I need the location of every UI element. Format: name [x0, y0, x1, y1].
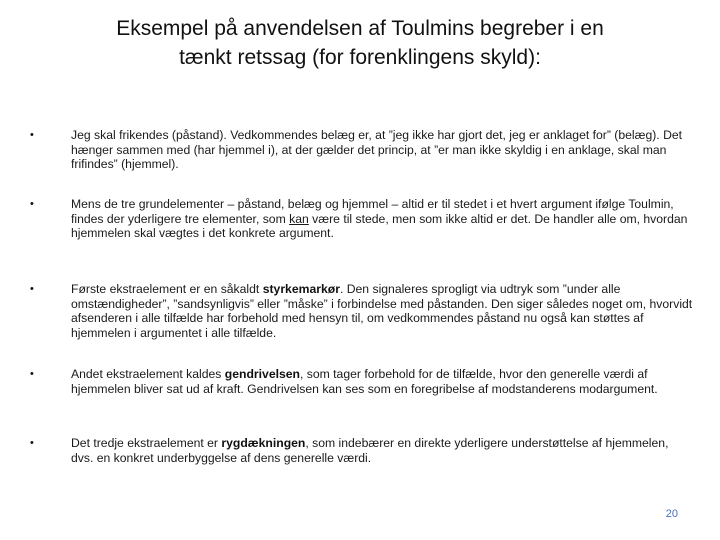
bullet-3-part-1: Første ekstraelement er en såkaldt — [71, 282, 263, 296]
bullet-5-part-2: , som indebærer en direkte yderligere understøttelse af hjemmelen, dvs. en konkret underbyggelse af dens generelle værdi. — [71, 436, 669, 465]
slide-title-line-2: tænkt retssag (for forenklingens skyld): — [179, 46, 541, 69]
bullet-2-part-1: Mens de tre grundelementer – påstand, belæg og hjemmel – altid er til stedet i et hvert argument ifølge Toulmin, findes der yderligere tre elementer, som — [71, 197, 674, 226]
bullet-marker: • — [30, 198, 34, 210]
bullet-3-part-2: . Den signaleres sprogligt via udtryk som ”under alle omstændigheder”, ”sandsynligvis” eller ”måske” i forbindelse med påstanden. Den siger således noget om, hvorvidt afsenderen i alle tilfælde har forbehold med hensyn til, om vedkommendes påstand nu også kan støttes af hjemmelen i argumentet i alle tilfælde. — [71, 282, 693, 340]
bullet-text-5 — [71, 436, 694, 465]
bullet-2-part-2: være til stede, men som ikke altid er det. De handler alle om, hvordan hjemmelen skal vægtes i det konkrete argument. — [71, 211, 688, 240]
bullet-1-text: Jeg skal frikendes (påstand). Vedkommendes belæg er, at ”jeg ikke har gjort det, jeg er anklaget for” (belæg). Det hænger sammen med (har hjemmel i), at der gælder det princip, at ”er man ikke skyldig i en anklage, skal man frifindes” (hjemmel). — [71, 128, 683, 171]
bullet-4-bold: gendrivelsen — [224, 367, 300, 381]
bullet-marker: • — [30, 437, 34, 449]
slide-title-line-1: Eksempel på anvendelsen af Toulmins begreber i en — [116, 17, 604, 40]
bullet-text-2 — [71, 197, 694, 241]
slide-title — [40, 14, 680, 72]
bullet-marker: • — [30, 129, 34, 141]
bullet-5-bold: rygdækningen — [221, 436, 306, 450]
bullet-4-part-1: Andet ekstraelement kaldes — [71, 367, 225, 381]
bullet-5-part-1: Det tredje ekstraelement er — [71, 436, 222, 450]
bullet-3-bold: styrkemarkør — [262, 282, 340, 296]
bullet-4-part-2: , som tager forbehold for de tilfælde, hvor den generelle værdi af hjemmelen bliver sat ud af kraft. Gendrivelsen kan ses som en foregribelse af modstanderens modargument. — [71, 367, 658, 396]
bullet-text-1 — [71, 128, 694, 172]
bullet-text-4 — [71, 367, 694, 396]
bullet-marker: • — [30, 283, 34, 295]
bullet-marker: • — [30, 368, 34, 380]
bullet-text-3 — [71, 282, 694, 340]
bullet-2-underlined: kan — [289, 211, 309, 226]
page-number: 20 — [665, 508, 678, 520]
